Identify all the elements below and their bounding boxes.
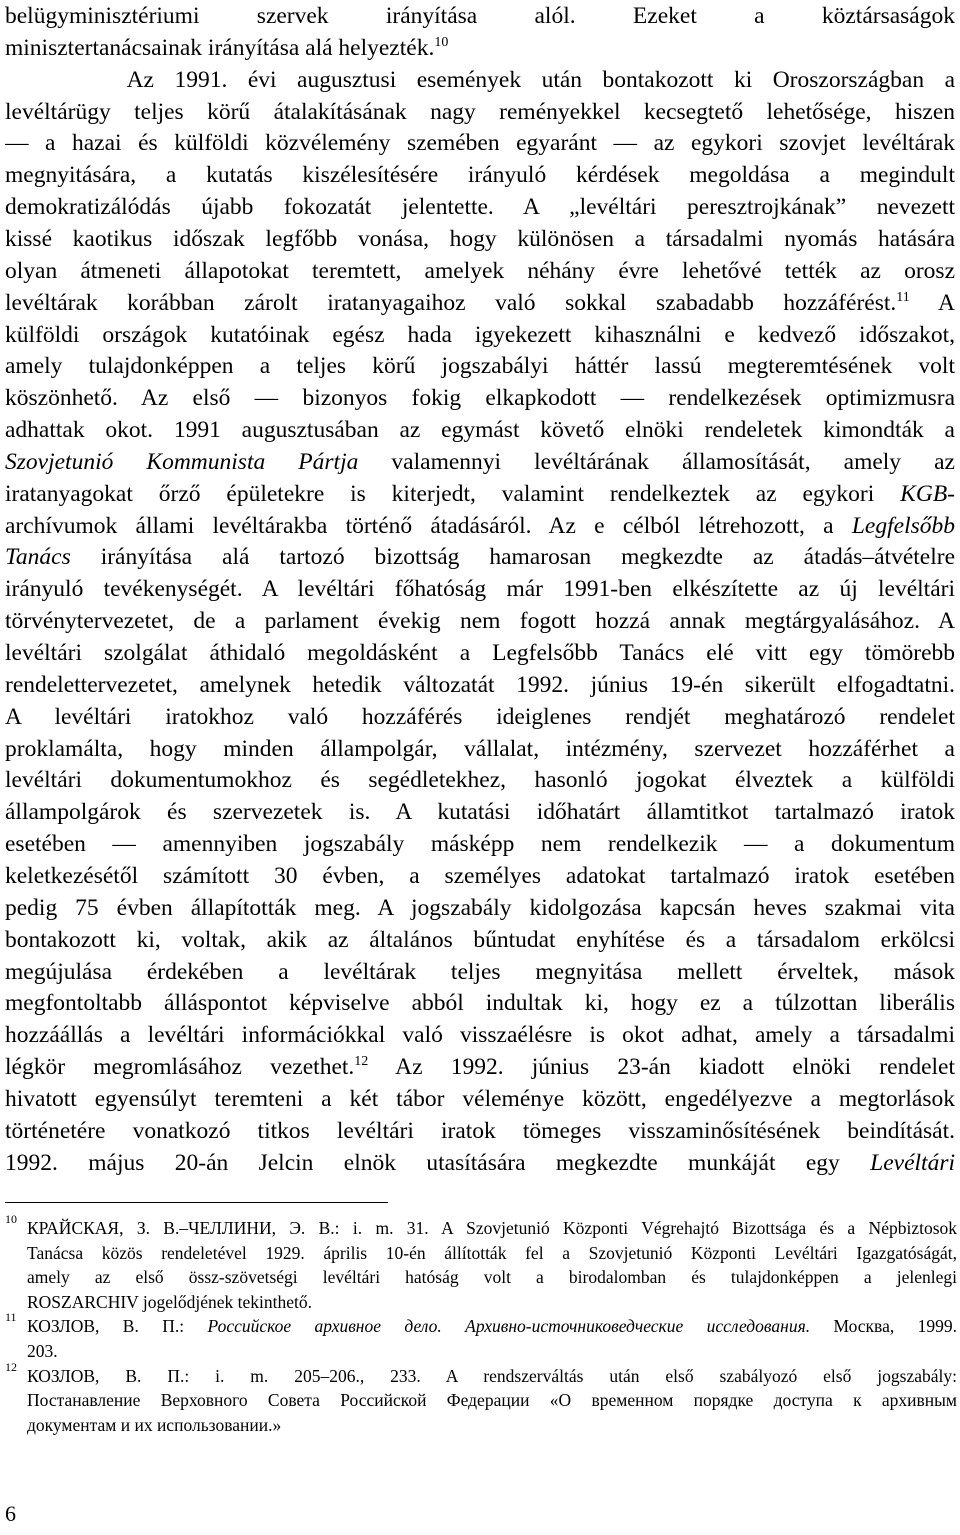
text-run: valamennyi levéltárának államosítását, amely az [358, 448, 955, 475]
text-line [5, 860, 955, 892]
text-line [5, 828, 955, 860]
text-line [5, 64, 955, 96]
footnote-reference: 11 [896, 289, 910, 305]
text-line [5, 1147, 955, 1179]
text-run: megnyitására, a kutatás kiszélesítésére irányuló kérdések megoldása a megindult [5, 162, 955, 189]
text-run: hozzáállás a levéltári információkkal való visszaélésre is okot adhat, amely a társadalmi [5, 1022, 955, 1049]
text-run: történetére vonatkozó titkos levéltári iratok tömeges visszaminősítésének beindítását. [5, 1117, 955, 1144]
text-run: Az 1991. évi augusztusi események után bontakozott ki Oroszországban a [5, 66, 955, 93]
author-name: КРАЙСКАЯ, З. В. [27, 1218, 180, 1238]
text-line [5, 605, 955, 637]
italic-text: Tanács [5, 544, 71, 571]
text-run: proklamálta, hogy minden állampolgár, vállalat, intézmény, szervezet hozzáférhet a [5, 735, 955, 762]
text-run: Постанавление Верховного Совета Российской Федерации «О временном порядке доступа к архивным [27, 1390, 957, 1411]
text-line [5, 96, 955, 128]
footnote-line [27, 1290, 957, 1314]
text-run: ROSZARCHIV jogelődjének tekinthető. [27, 1291, 312, 1312]
text-run: Az 1992. június 23-án kiadott elnöki rendelet [368, 1054, 955, 1081]
text-run: iratanyagokat őrző épületekre is kiterjedt, valamint rendelkeztek az egykori [5, 480, 901, 507]
text-line [5, 446, 955, 478]
text-run: adhattak okot. 1991 augusztusában az egymást követő elnöki rendeletek kimondták a [5, 417, 955, 444]
text-line [5, 191, 955, 223]
text-run: pedig 75 évben állapították meg. A jogszabály kidolgozása kapcsán heves szakmai vita [5, 894, 955, 921]
text-line [5, 701, 955, 733]
text-run: 203. [27, 1341, 58, 1361]
text-line [5, 892, 955, 924]
text-run: levéltári szolgálat áthidaló megoldásként a Legfelsőbb Tanács elé vitt egy tömörebb [5, 640, 955, 666]
text-run: kissé kaotikus időszak legfőbb vonása, hogy különösen a társadalmi nyomás hatására [5, 225, 955, 252]
text-line [5, 287, 955, 319]
text-run: документам и их использовании.» [27, 1414, 282, 1435]
text-run: levéltárak korábban zárolt iratanyagaihoz való sokkal szabadabb hozzáférést. [5, 289, 897, 316]
text-run: rendelettervezetet, amelynek hetedik változatát 1992. június 19-én sikerült elfogadtatni. [5, 671, 955, 698]
text-run: archívumok állami levéltárakba történő átadásáról. Az e célból létrehozott, a [5, 512, 852, 539]
text-run: demokratizálódás újabb fokozatát jelentette. A „levéltári peresztrojkának” nevezett [5, 194, 955, 221]
text-line [5, 478, 955, 510]
text-run: - [947, 480, 955, 507]
text-run: levéltári dokumentumokhoz és segédletekhez, hasonló jogokat élveztek a külföldi [5, 767, 955, 794]
footnote-line [27, 1413, 957, 1437]
text-line [5, 319, 955, 351]
text-run: légkör megromlásához vezethet. [5, 1054, 355, 1081]
text-run: — a hazai és külföldi közvélemény szemében egyaránt — az egykori szovjet levéltárak [5, 130, 955, 157]
italic-text: Szovjetunió Kommunista Pártja [5, 448, 359, 475]
text-line [5, 127, 955, 159]
text-line [5, 764, 955, 796]
text-run: törvénytervezetet, de a parlament évekig nem fogott hozzá annak megtárgyalásához. A [5, 608, 955, 635]
text-line [5, 1083, 955, 1115]
text-run: A [909, 289, 955, 316]
footnote-line [27, 1388, 957, 1412]
text-line [5, 924, 955, 956]
footnote-number: 10 [5, 1212, 17, 1226]
text-run: keletkezésétől számított 30 évben, a személyes adatokat tartalmazó iratok esetében [5, 862, 955, 889]
text-run: megfontoltabb álláspontot képviselve abból indultak ki, hogy ez a túlzottan liberális [5, 990, 955, 1017]
text-line [5, 1115, 955, 1147]
italic-text: KGB [900, 480, 948, 507]
text-line [5, 1051, 955, 1083]
text-run: belügyminisztériumi szervek irányítása alól. Ezeket a köztársaságok [5, 3, 955, 29]
text-run: bontakozott ki, voltak, akik az általános bűntudat enyhítése és a társadalom erkölcsi [5, 926, 955, 953]
footnote-number: 11 [5, 1310, 17, 1325]
text-run: levéltárügy teljes körű átalakításának nagy reményekkel kecsegtető lehetősége, hiszen [5, 98, 955, 125]
text-line [5, 223, 955, 255]
text-line [5, 350, 955, 382]
footnote-line [27, 1241, 957, 1265]
text-run: olyan átmeneti állapotokat teremtett, amelyek néhány évre lehetővé tették az orosz [5, 257, 955, 284]
text-line [5, 956, 955, 988]
text-run: : i. m. 31. A Szovjetunió Központi Végrehajtó Bizottsága és a Népbiztosok [334, 1218, 957, 1238]
footnote-reference: 10 [434, 34, 449, 50]
author-name: ЧЕЛЛИНИ, Э. В. [188, 1218, 335, 1238]
footnote-reference: 12 [354, 1054, 369, 1070]
text-line [5, 541, 955, 573]
text-run: esetében — amennyiben jogszabály másképp nem rendelkezik — a dokumentum [5, 831, 955, 858]
text-line [5, 796, 955, 828]
text-run: külföldi országok kutatóinak egész hada igyekezett kihasználni e kedvező időszakot, [5, 321, 955, 348]
text-run: hivatott egyensúlyt teremteni a két tábor véleménye között, engedélyezve a megtorlások [5, 1085, 955, 1112]
text-line [5, 1019, 955, 1051]
footnote-line [27, 1314, 957, 1338]
text-line [5, 573, 955, 605]
text-line [5, 669, 955, 701]
text-run: : [179, 1316, 208, 1337]
text-line [5, 255, 955, 287]
footnote-line [27, 1364, 957, 1388]
text-run: 1992. május 20-án Jelcin elnök utasítására megkezdte munkáját egy [5, 1149, 871, 1176]
text-line [5, 159, 955, 191]
text-line [5, 510, 955, 542]
text-line [5, 0, 955, 32]
italic-text: Levéltári [870, 1149, 955, 1176]
italic-text: Legfelsőbb [851, 512, 955, 539]
text-line [5, 32, 955, 64]
text-line [5, 733, 955, 765]
footnote-line [27, 1339, 957, 1363]
text-run: irányítása alá tartozó bizottság hamarosan megkezdte az átadás–átvételre [70, 544, 955, 571]
footnote-separator [5, 1202, 388, 1203]
text-run: állampolgárok és szervezetek is. A kutatási időhatárt államtitkot tartalmazó iratok [5, 799, 955, 826]
text-line [5, 987, 955, 1019]
text-run: Tanácsa közös rendeletével 1929. április 10-én állították fel a Szovjetunió Központi Levéltári Igazgatóságát, [27, 1242, 957, 1263]
footnote-number: 12 [5, 1359, 17, 1374]
text-line [5, 382, 955, 414]
text-run: megújulása érdekében a levéltárak teljes megnyitása mellett érveltek, mások [5, 958, 955, 985]
footnote-line [27, 1265, 957, 1289]
author-name: КОЗЛОВ, В. П. [27, 1316, 180, 1337]
text-run: minisztertanácsainak irányítása alá helyezték. [5, 34, 435, 61]
text-run: amely tulajdonképpen a teljes körű jogszabályi háttér lassú megteremtésének volt [5, 353, 955, 380]
text-run: : i. m. 205–206., 233. A rendszerváltás után első szabályozó első jogszabály: [184, 1365, 957, 1386]
italic-text: Российское архивное дело. Архивно-источниковедческие исследования. [207, 1316, 811, 1337]
text-run: irányuló tevékenységét. A levéltári főhatóság már 1991-ben elkészítette az új levéltári [5, 576, 955, 603]
text-run: Москва, 1999. [810, 1316, 957, 1337]
author-name: КОЗЛОВ, В. П. [27, 1365, 185, 1386]
text-run: amely az első össz-szövetségi levéltári hatóság volt a birodalomban és tulajdonképpen a jelenlegi [27, 1267, 957, 1288]
page-number: 6 [5, 1501, 16, 1526]
text-line [5, 414, 955, 446]
text-run: A levéltári iratokhoz való hozzáférés ideiglenes rendjét meghatározó rendelet [5, 703, 955, 730]
text-run: köszönhető. Az első — bizonyos fokig elkapkodott — rendelkezések optimizmusra [5, 385, 955, 412]
text-line [5, 637, 955, 669]
text-run: – [179, 1218, 189, 1238]
footnote-line [27, 1216, 957, 1240]
